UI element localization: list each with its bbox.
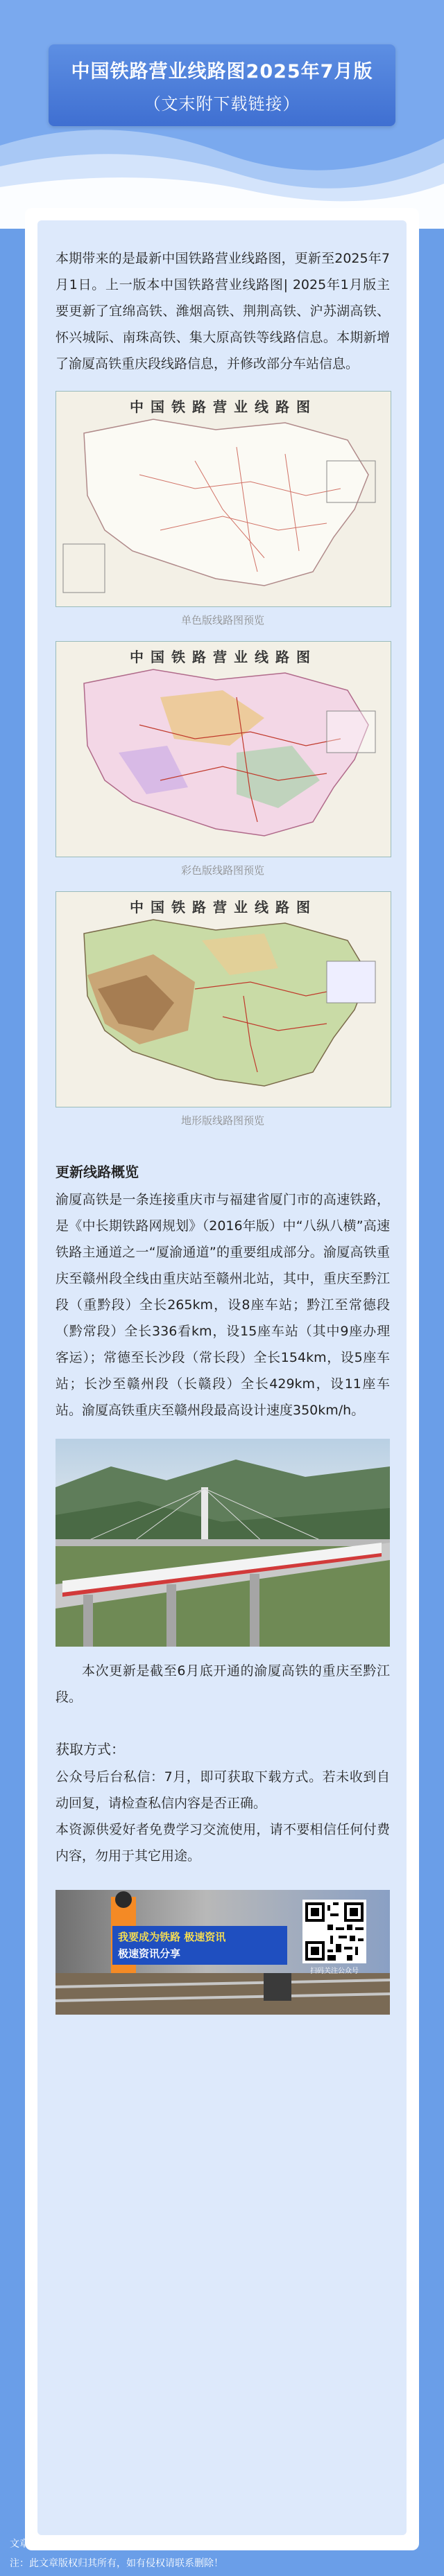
map-title: 中国铁路营业线路图 [130, 649, 317, 665]
access-instructions: 公众号后台私信：7月，即可获取下载方式。若未收到自动回复，请检查私信内容是否正确。 [56, 1769, 390, 1811]
title-banner [49, 44, 395, 126]
map-image-mono[interactable] [56, 391, 391, 607]
map-image-color[interactable] [56, 641, 391, 857]
article-content [56, 245, 390, 2015]
page-subtitle: （文末附下载链接） [144, 94, 300, 114]
update-note: 本次更新是截至6月底开通的渝厦高铁的重庆至黔江段。 [56, 1663, 390, 1705]
page-title: 中国铁路营业线路图2025年7月版 [71, 61, 373, 82]
qr-code[interactable] [302, 1900, 366, 1963]
qr-code-graphic [305, 1902, 364, 1961]
map-caption: 地形版线路图预览 [180, 1114, 264, 1127]
map-caption: 彩色版线路图预览 [180, 864, 264, 877]
qr-label: 扫码关注公众号 [310, 1968, 359, 1975]
promo-line2: 极速资讯分享 [118, 1947, 181, 1960]
article-panel [37, 220, 407, 2535]
promo-banner[interactable] [56, 1890, 390, 2015]
update-heading: 更新线路概览 [56, 1164, 139, 1180]
article-card [25, 208, 419, 2550]
map-graphic [56, 642, 391, 857]
access-heading: 获取方式： [56, 1741, 125, 1758]
promo-line1b: 极速资讯 [184, 1931, 226, 1943]
intro-paragraph: 本期带来的是最新中国铁路营业线路图，更新至2025年7月1日。上一版本中国铁路营业线路图| 2025年1月版主要更新了宜绵高铁、潍烟高铁、荆荆高铁、沪苏湖高铁、怀兴城际、南珠高铁、集大原高铁等线路信息。本期新增了渝厦高铁重庆段线路信息，并修改部分车站信息。 [56, 251, 390, 371]
promo-line1a: 我要成为铁路 [118, 1931, 181, 1943]
map-graphic [56, 392, 391, 606]
map-preview-mono[interactable] [56, 391, 390, 627]
promo-text [112, 1926, 287, 1965]
update-paragraph: 渝厦高铁是一条连接重庆市与福建省厦门市的高速铁路，是《中长期铁路网规划》（2016年版）中“八纵八横”高速铁路主通道之一“厦渝通道”的重要组成部分。渝厦高铁重庆至赣州段全线由重庆站至赣州北站，其中，重庆至黔江段（重黔段）全长265km，设8座车站；黔江至常德段（黔常段）全长336看km，设15座车站（其中9座办理客运）；常德至长沙段（常长段）全长154km，设5座车站；长沙至赣州段（长赣段）全长429km，设11座车站。渝厦高铁重庆至赣州段最高设计速度350km/h。 [56, 1192, 390, 1418]
footer-source: 文章来源：铁道知识局 [10, 2539, 107, 2550]
map-preview-color[interactable] [56, 641, 390, 877]
map-title: 中国铁路营业线路图 [130, 398, 317, 415]
access-disclaimer: 本资源供爱好者免费学习交流使用，请不要相信任何付费内容，勿用于其它用途。 [56, 1822, 390, 1864]
map-graphic [56, 892, 391, 1107]
map-title: 中国铁路营业线路图 [130, 899, 317, 915]
map-caption: 单色版线路图预览 [180, 614, 264, 627]
footer-note: 注：此文章版权归其所有，如有侵权请联系删除！ [10, 2558, 223, 2569]
map-image-terrain[interactable] [56, 891, 391, 1107]
train-photo[interactable] [56, 1439, 390, 1647]
map-preview-terrain[interactable] [56, 891, 390, 1128]
train-photo-graphic [56, 1439, 390, 1647]
